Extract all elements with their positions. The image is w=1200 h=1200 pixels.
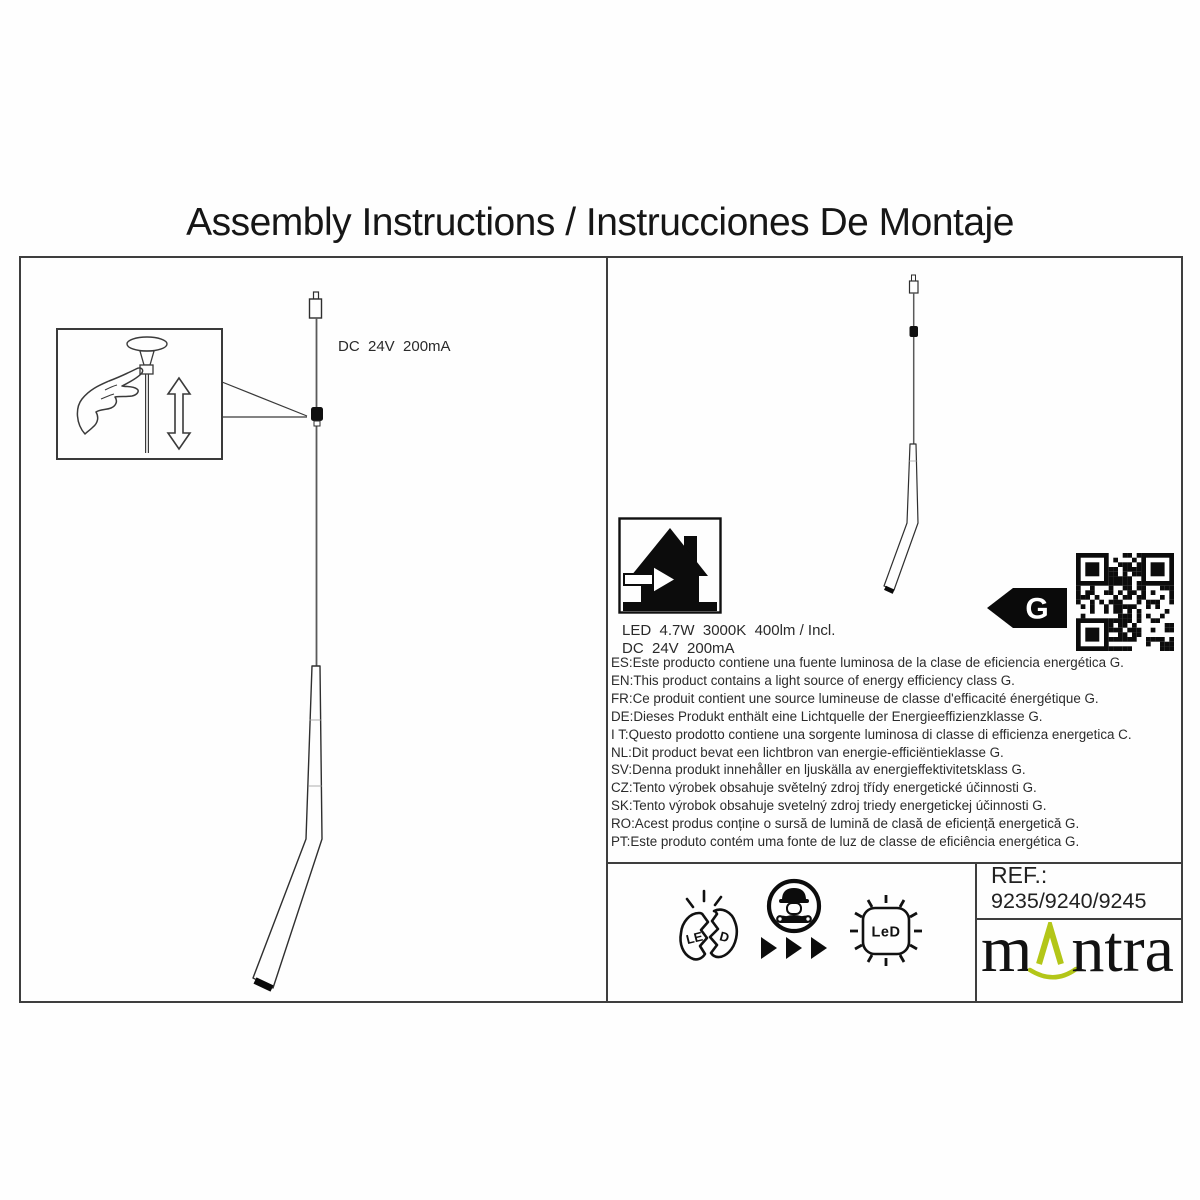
led-badge-text: LeD xyxy=(871,924,901,941)
led-light-icon xyxy=(848,891,924,969)
qr-code xyxy=(1076,553,1174,651)
ref-numbers: 9235/9240/9245 xyxy=(991,889,1147,913)
statement-sv: SV:Denna produkt innehåller en ljuskälla av energieffektivitetsklass G. xyxy=(611,762,1026,778)
technician-service-icon xyxy=(765,877,823,935)
statement-fr: FR:Ce produit contient une source lumineuse de classe d'efficacité énergétique G. xyxy=(611,690,1099,706)
brand-text-suffix: ntra xyxy=(1071,913,1174,986)
statement-cz: CZ:Tento výrobek obsahuje světelný zdroj třídy energetické účinnosti G. xyxy=(611,780,1037,796)
statement-ro: RO:Acest produs conține o sursă de lumină de clasă de eficiență energetică G. xyxy=(611,816,1080,832)
cable-gripper-right xyxy=(910,326,919,337)
language-statements xyxy=(611,654,1177,851)
statement-en: EN:This product contains a light source of energy efficiency class G. xyxy=(611,672,1015,688)
statement-es: ES:Este producto contiene una fuente luminosa de la clase de eficiencia energética G. xyxy=(611,655,1124,670)
triple-arrow-icon xyxy=(760,936,834,960)
energy-grade-letter: G xyxy=(1025,592,1049,626)
pendant-lamp-right xyxy=(884,275,918,592)
broken-led-text-left: LE xyxy=(684,928,705,948)
statement-it: I T:Questo prodotto contiene una sorgente luminosa di classe di efficienza energetica C. xyxy=(611,726,1132,742)
plug-tip-right xyxy=(912,275,916,281)
broken-led-icon xyxy=(673,885,739,970)
statement-nl: NL:Dit product bevat een lichtbron van energie-efficiëntieklasse G. xyxy=(611,744,1004,760)
cable-gripper-left xyxy=(311,407,323,421)
power-spec-line: DC 24V 200mA xyxy=(622,640,735,657)
lamp-tube-right xyxy=(884,444,918,590)
statement-de: DE:Dieses Produkt enthält eine Lichtquelle der Energieeffizienzklasse G. xyxy=(611,708,1043,724)
ref-label: REF.: xyxy=(991,862,1048,888)
statement-sk: SK:Tento výrobok obsahuje svetelný zdroj triedy energetickej účinnosti G. xyxy=(611,798,1047,814)
statement-pt: PT:Este produto contém uma fonte de luz de classe de eficiência energética G. xyxy=(611,834,1080,850)
plug-right xyxy=(910,281,919,293)
instruction-sheet-frame xyxy=(19,256,1183,1003)
page-title: Assembly Instructions / Instrucciones De Montaje xyxy=(186,201,1014,244)
power-rating-label: DC 24V 200mA xyxy=(338,338,451,355)
lamp-tube-left xyxy=(253,666,322,988)
plug-tip-left xyxy=(314,292,319,299)
callout-lines xyxy=(222,382,307,417)
broken-led-text-right: D xyxy=(718,928,731,946)
energy-class-label xyxy=(985,587,1069,629)
indoor-use-icon xyxy=(618,517,722,615)
pendant-lamp-left xyxy=(253,292,323,989)
brand-text-prefix: m xyxy=(981,913,1033,986)
inset-frame xyxy=(57,329,222,459)
led-spec-line: LED 4.7W 3000K 400lm / Incl. xyxy=(622,622,836,639)
brand-logo xyxy=(981,913,1181,986)
height-adjustment-inset xyxy=(57,329,222,459)
plug-left xyxy=(310,299,322,318)
